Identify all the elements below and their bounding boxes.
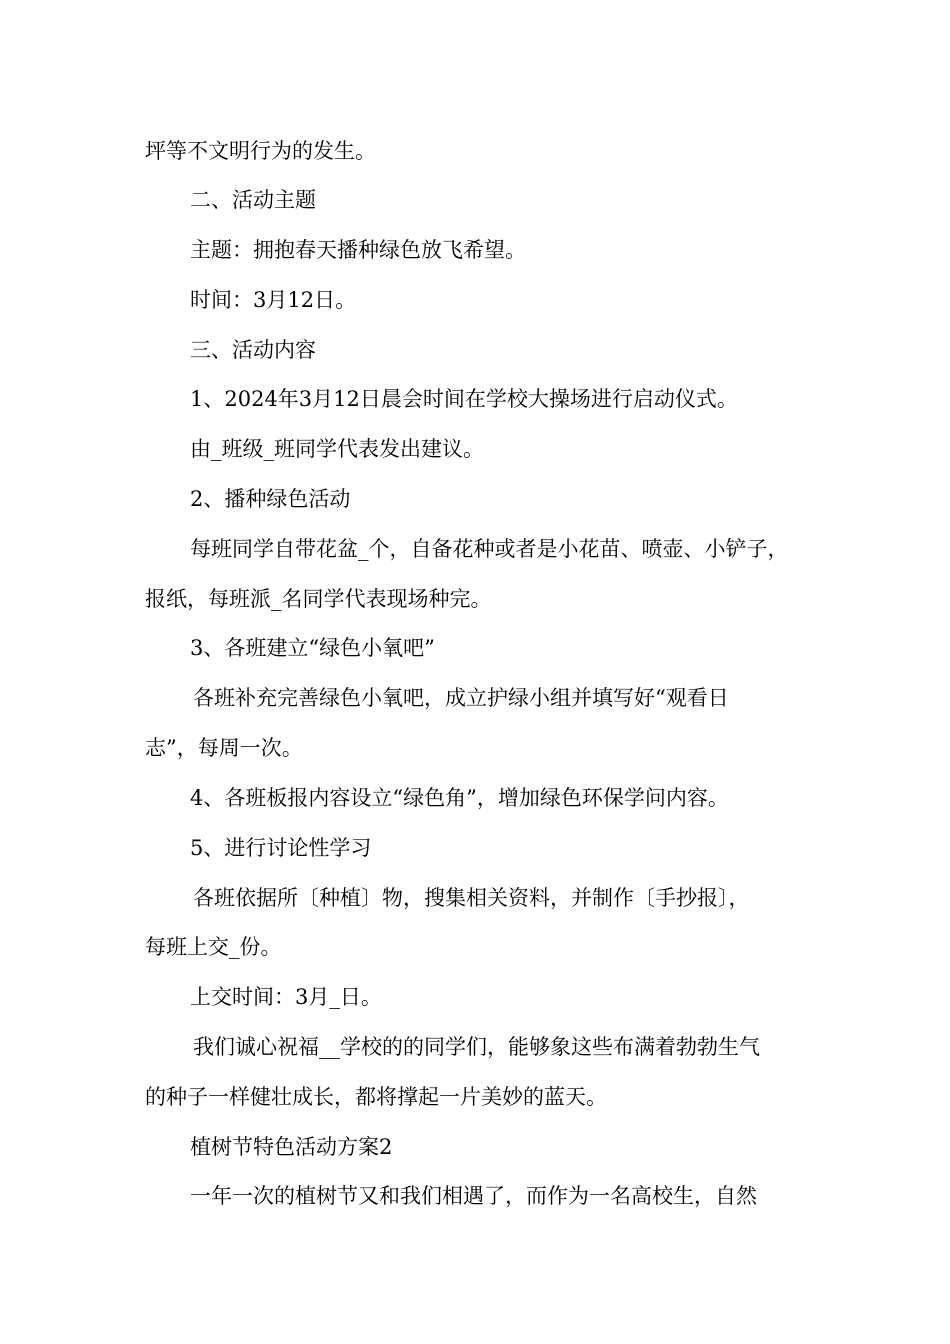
paragraph-line: 报纸，每班派_名同学代表现场种完。 [145,587,492,611]
list-item-heading: 3、各班建立“绿色小氧吧” [190,636,435,660]
paragraph-line: 时间：3月12日。 [190,288,357,312]
paragraph-line: 的种子一样健壮成长，都将撑起一片美妙的蓝天。 [145,1085,607,1109]
paragraph-line: 一年一次的植树节又和我们相遇了，而作为一名高校生，自然 [190,1184,757,1208]
paragraph-line: 各班依据所〔种植〕物，搜集相关资料，并制作〔手抄报〕， [193,886,750,910]
section-title: 植树节特色活动方案2 [190,1135,393,1159]
paragraph-line: 我们诚心祝福__学校的的同学们，能够象这些布满着勃勃生气 [193,1035,760,1059]
section-heading: 二、活动主题 [190,188,316,212]
paragraph-line: 主题：拥抱春天播种绿色放飞希望。 [190,238,526,262]
paragraph-line: 各班补充完善绿色小氧吧，成立护绿小组并填写好“观看日 [193,686,729,710]
paragraph-line: 由_班级_班同学代表发出建议。 [190,437,484,461]
paragraph-line: 坪等不文明行为的发生。 [145,139,376,163]
paragraph-line: 每班上交_份。 [145,935,282,959]
section-heading: 三、活动内容 [190,338,316,362]
paragraph-line: 1、2024年3月12日晨会时间在学校大操场进行启动仪式。 [190,387,738,411]
paragraph-line: 每班同学自带花盆_个，自备花种或者是小花苗、喷壶、小铲子， [190,537,789,561]
list-item-heading: 4、各班板报内容设立“绿色角”，增加绿色环保学问内容。 [190,786,729,810]
list-item-heading: 2、播种绿色活动 [190,487,351,511]
list-item-heading: 5、进行讨论性学习 [190,836,372,860]
paragraph-line: 上交时间：3月_日。 [190,985,382,1009]
paragraph-line: 志”，每周一次。 [145,736,303,760]
